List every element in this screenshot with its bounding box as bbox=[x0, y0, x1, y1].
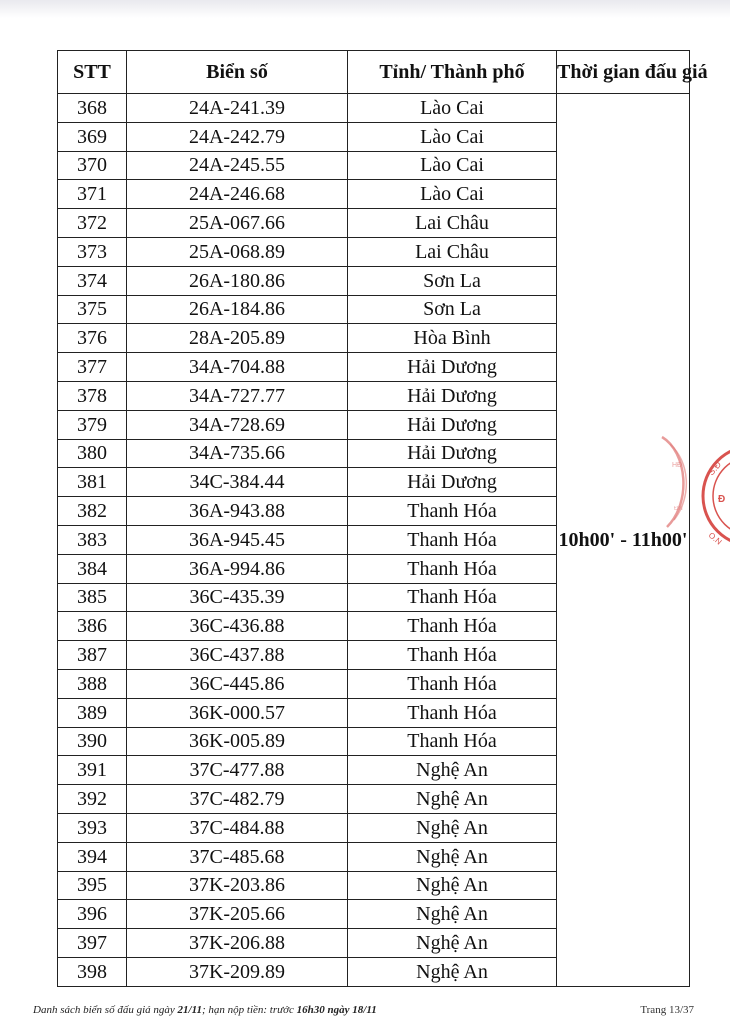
svg-text:HĐ: HĐ bbox=[672, 462, 683, 469]
cell-plate: 36K-000.57 bbox=[127, 698, 348, 727]
cell-plate: 36A-945.45 bbox=[127, 525, 348, 554]
table-body bbox=[58, 94, 690, 987]
header-auction-time: Thời gian đấu giá bbox=[557, 51, 690, 94]
cell-stt: 393 bbox=[58, 813, 127, 842]
cell-province: Nghệ An bbox=[348, 929, 557, 958]
table-row bbox=[58, 94, 690, 123]
cell-stt: 370 bbox=[58, 151, 127, 180]
cell-plate: 37C-482.79 bbox=[127, 785, 348, 814]
header-plate: Biển số bbox=[127, 51, 348, 94]
footer-note-middle: ; hạn nộp tiền: trước bbox=[201, 1004, 294, 1016]
cell-plate: 37C-484.88 bbox=[127, 813, 348, 842]
cell-plate: 34C-384.44 bbox=[127, 468, 348, 497]
footer-note bbox=[33, 1004, 377, 1016]
cell-stt: 395 bbox=[58, 871, 127, 900]
cell-stt: 368 bbox=[58, 94, 127, 123]
cell-province: Hải Dương bbox=[348, 439, 557, 468]
cell-province: Hải Dương bbox=[348, 410, 557, 439]
cell-plate: 37K-206.88 bbox=[127, 929, 348, 958]
cell-province: Lào Cai bbox=[348, 151, 557, 180]
stamp-mark-left bbox=[632, 432, 702, 532]
cell-stt: 381 bbox=[58, 468, 127, 497]
page-number: Trang 13/37 bbox=[640, 1004, 694, 1016]
cell-province: Sơn La bbox=[348, 295, 557, 324]
cell-province: Thanh Hóa bbox=[348, 727, 557, 756]
cell-plate: 24A-246.68 bbox=[127, 180, 348, 209]
cell-province: Nghệ An bbox=[348, 871, 557, 900]
cell-stt: 372 bbox=[58, 209, 127, 238]
svg-text:ĐN: ĐN bbox=[674, 506, 683, 512]
cell-stt: 373 bbox=[58, 237, 127, 266]
cell-auction-time: 10h00' - 11h00' bbox=[557, 94, 690, 987]
cell-province: Lào Cai bbox=[348, 122, 557, 151]
cell-stt: 386 bbox=[58, 612, 127, 641]
cell-province: Hải Dương bbox=[348, 381, 557, 410]
cell-plate: 34A-735.66 bbox=[127, 439, 348, 468]
page-top-shade bbox=[0, 0, 730, 18]
cell-stt: 394 bbox=[58, 842, 127, 871]
cell-stt: 398 bbox=[58, 957, 127, 986]
cell-province: Lai Châu bbox=[348, 237, 557, 266]
cell-stt: 391 bbox=[58, 756, 127, 785]
footer-auction-date: 21/11 bbox=[177, 1004, 202, 1016]
cell-plate: 24A-242.79 bbox=[127, 122, 348, 151]
cell-stt: 382 bbox=[58, 497, 127, 526]
cell-stt: 385 bbox=[58, 583, 127, 612]
cell-stt: 375 bbox=[58, 295, 127, 324]
plate-auction-table bbox=[57, 50, 708, 987]
cell-province: Hải Dương bbox=[348, 353, 557, 382]
cell-stt: 377 bbox=[58, 353, 127, 382]
cell-plate: 34A-704.88 bbox=[127, 353, 348, 382]
cell-province: Lào Cai bbox=[348, 180, 557, 209]
cell-plate: 36C-445.86 bbox=[127, 669, 348, 698]
cell-plate: 25A-067.66 bbox=[127, 209, 348, 238]
cell-plate: 34A-728.69 bbox=[127, 410, 348, 439]
cell-plate: 36C-437.88 bbox=[127, 641, 348, 670]
cell-province: Thanh Hóa bbox=[348, 669, 557, 698]
cell-province: Thanh Hóa bbox=[348, 583, 557, 612]
cell-plate: 36K-005.89 bbox=[127, 727, 348, 756]
cell-plate: 37C-485.68 bbox=[127, 842, 348, 871]
cell-province: Nghệ An bbox=[348, 756, 557, 785]
cell-plate: 36A-994.86 bbox=[127, 554, 348, 583]
cell-stt: 388 bbox=[58, 669, 127, 698]
cell-stt: 397 bbox=[58, 929, 127, 958]
cell-province: Thanh Hóa bbox=[348, 497, 557, 526]
cell-stt: 384 bbox=[58, 554, 127, 583]
cell-plate: 24A-245.55 bbox=[127, 151, 348, 180]
cell-plate: 26A-184.86 bbox=[127, 295, 348, 324]
svg-text:O.N: O.N bbox=[706, 530, 724, 547]
cell-plate: 28A-205.89 bbox=[127, 324, 348, 353]
cell-province: Thanh Hóa bbox=[348, 698, 557, 727]
cell-plate: 37K-203.86 bbox=[127, 871, 348, 900]
cell-plate: 36A-943.88 bbox=[127, 497, 348, 526]
cell-plate: 24A-241.39 bbox=[127, 94, 348, 123]
cell-province: Lào Cai bbox=[348, 94, 557, 123]
cell-province: Thanh Hóa bbox=[348, 612, 557, 641]
cell-plate: 34A-727.77 bbox=[127, 381, 348, 410]
cell-stt: 374 bbox=[58, 266, 127, 295]
cell-plate: 37K-205.66 bbox=[127, 900, 348, 929]
cell-stt: 390 bbox=[58, 727, 127, 756]
cell-stt: 389 bbox=[58, 698, 127, 727]
footer-note-prefix: Danh sách biển số đấu giá ngày bbox=[33, 1004, 175, 1016]
cell-plate: 26A-180.86 bbox=[127, 266, 348, 295]
cell-plate: 36C-436.88 bbox=[127, 612, 348, 641]
header-stt: STT bbox=[58, 51, 127, 94]
cell-province: Thanh Hóa bbox=[348, 525, 557, 554]
cell-stt: 376 bbox=[58, 324, 127, 353]
cell-stt: 371 bbox=[58, 180, 127, 209]
table-header-row bbox=[58, 51, 690, 94]
cell-province: Thanh Hóa bbox=[348, 641, 557, 670]
cell-stt: 378 bbox=[58, 381, 127, 410]
cell-stt: 383 bbox=[58, 525, 127, 554]
cell-stt: 387 bbox=[58, 641, 127, 670]
cell-province: Nghệ An bbox=[348, 785, 557, 814]
cell-province: Nghệ An bbox=[348, 813, 557, 842]
cell-stt: 392 bbox=[58, 785, 127, 814]
cell-plate: 37K-209.89 bbox=[127, 957, 348, 986]
cell-stt: 369 bbox=[58, 122, 127, 151]
svg-text:Đ: Đ bbox=[718, 494, 726, 505]
cell-province: Hòa Bình bbox=[348, 324, 557, 353]
cell-province: Nghệ An bbox=[348, 957, 557, 986]
svg-text:S.Đ: S.Đ bbox=[705, 459, 724, 478]
footer-payment-deadline: 16h30 ngày 18/11 bbox=[296, 1004, 377, 1016]
cell-province: Thanh Hóa bbox=[348, 554, 557, 583]
cell-province: Nghệ An bbox=[348, 900, 557, 929]
cell-province: Hải Dương bbox=[348, 468, 557, 497]
cell-plate: 37C-477.88 bbox=[127, 756, 348, 785]
cell-stt: 379 bbox=[58, 410, 127, 439]
stamp-mark-right bbox=[698, 436, 730, 556]
cell-province: Sơn La bbox=[348, 266, 557, 295]
cell-province: Lai Châu bbox=[348, 209, 557, 238]
cell-province: Nghệ An bbox=[348, 842, 557, 871]
cell-plate: 36C-435.39 bbox=[127, 583, 348, 612]
cell-plate: 25A-068.89 bbox=[127, 237, 348, 266]
cell-stt: 396 bbox=[58, 900, 127, 929]
cell-stt: 380 bbox=[58, 439, 127, 468]
header-province: Tỉnh/ Thành phố bbox=[348, 51, 557, 94]
